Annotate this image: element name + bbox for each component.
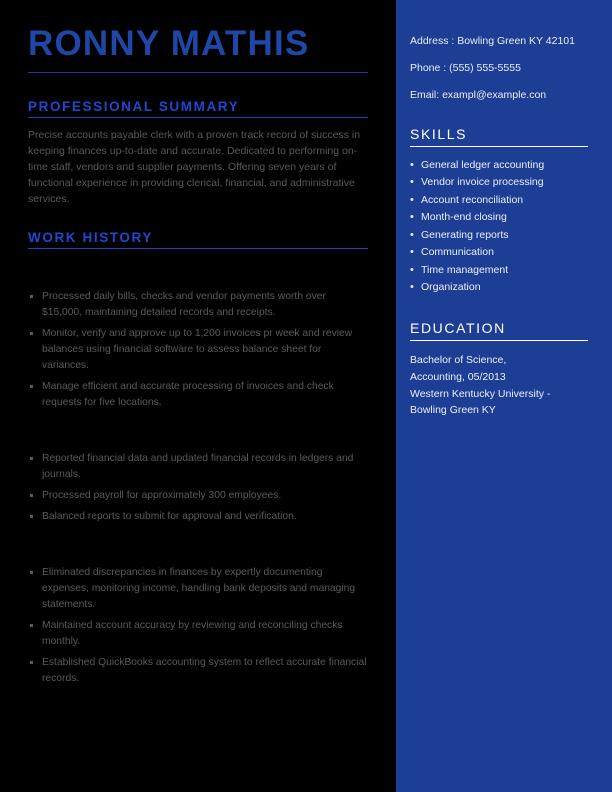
list-item: Established QuickBooks accounting system to reflect accurate financial records.	[28, 655, 368, 687]
contact-address: Address : Bowling Green KY 42101	[410, 35, 575, 47]
list-item: Manage efficient and accurate processing of invoices and check requests for five locations.	[28, 379, 368, 411]
sidebar-column	[396, 0, 612, 792]
education-section	[410, 320, 594, 419]
candidate-name: RONNY MATHIS	[28, 24, 310, 63]
list-item: Eliminated discrepancies in finances by expertly documenting expenses, monitoring income, handling bank deposits and managing statements.	[28, 565, 368, 613]
list-item: • Generating reports	[410, 228, 594, 244]
contact-block	[410, 34, 594, 104]
work-history-section	[28, 230, 368, 687]
list-item: Balanced reports to submit for approval and verification.	[28, 509, 368, 525]
professional-summary-heading: PROFESSIONAL SUMMARY	[28, 98, 240, 114]
education-degree: Bachelor of Science,	[410, 354, 507, 367]
list-item: Processed daily bills, checks and vendor payments worth over $15,000, maintaining detailed records and receipts.	[28, 289, 368, 321]
contact-phone: Phone : (555) 555-5555	[410, 62, 521, 75]
job-bullet-list	[28, 565, 368, 687]
skills-list	[410, 158, 594, 296]
list-item: • Account reconciliation	[410, 193, 594, 209]
professional-summary-text: Precise accounts payable clerk with a proven track record of success in keeping finances up-to-date and accurate. Dedicated to performing on-time staff, vendors and supplier payments. Offering seven years of functional experience in providing clerical, financial, and administrative services.	[28, 129, 361, 205]
list-item: Processed payroll for approximately 300 employees.	[28, 488, 368, 504]
education-location: Bowling Green KY	[410, 404, 496, 417]
professional-summary-divider	[28, 117, 368, 118]
list-item: • General ledger accounting	[410, 158, 594, 174]
job-entry	[28, 289, 368, 411]
education-divider	[410, 340, 588, 341]
list-item: • Communication	[410, 245, 594, 261]
job-bullet-list	[28, 289, 368, 411]
list-item: Monitor, verify and approve up to 1,200 invoices pr week and review balances using financial software to assess balance sheet for variances.	[28, 326, 368, 374]
contact-email: Email: exampl@example.con	[410, 89, 547, 102]
section-spacer	[28, 208, 368, 230]
list-item: • Organization	[410, 280, 594, 296]
skills-heading: SKILLS	[410, 125, 468, 142]
work-history-heading: WORK HISTORY	[28, 229, 153, 245]
job-bullet-list	[28, 451, 368, 525]
education-major-date: Accounting, 05/2013	[410, 370, 506, 383]
job-entry	[28, 565, 368, 687]
list-item: • Time management	[410, 263, 594, 279]
job-entry	[28, 451, 368, 525]
professional-summary-section	[28, 99, 368, 208]
list-item: Reported financial data and updated financial records in ledgers and journals.	[28, 451, 368, 483]
education-heading: EDUCATION	[410, 320, 506, 337]
education-school: Western Kentucky University -	[410, 387, 551, 400]
name-divider	[28, 72, 368, 73]
skills-divider	[410, 146, 588, 147]
skills-section	[410, 126, 594, 296]
work-history-divider	[28, 248, 368, 249]
list-item: • Month-end closing	[410, 210, 594, 226]
list-item: • Vendor invoice processing	[410, 175, 594, 191]
list-item: Maintained account accuracy by reviewing and reconciling checks monthly.	[28, 618, 368, 650]
